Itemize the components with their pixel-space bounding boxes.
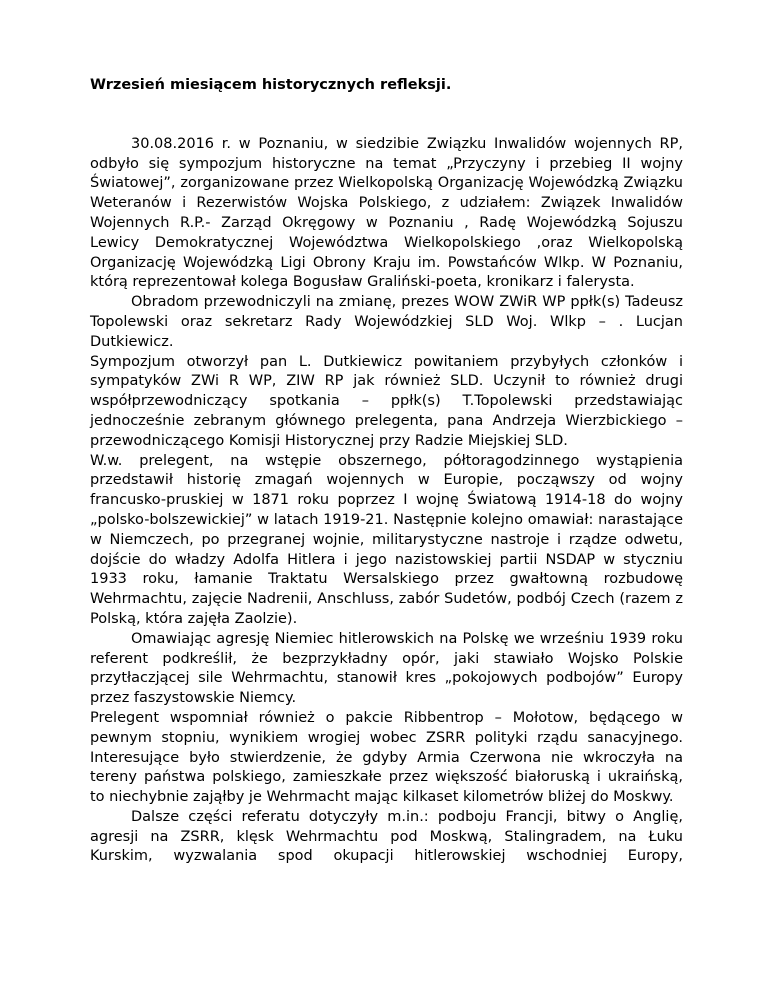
paragraph-symposium-intro: 30.08.2016 r. w Poznaniu, w siedzibie Związku Inwalidów wojennych RP, odbyło się sympozjum historyczne na temat „Przyczyny i przebieg II wojny Światowej”, zorganizowane przez Wielkopolską Organizację Wojewódzką Związku Weteranów i Rezerwistów Wojska Polskiego, z udziałem: Związek Inwalidów Wojennych R.P.- Zarząd Okręgowy w Poznaniu , Radę Wojewódzką Sojuszu Lewicy Demokratycznej Województwa Wielkopolskiego ,oraz Wielkopolską Organizację Wojewódzką Ligi Obrony Kraju im. Powstańców Wlkp. W Poznaniu, którą reprezentował kolega Bogusław Graliński-poeta, kronikarz i falerysta. xyxy=(90,135,683,291)
paragraph-further-parts: Dalsze części referatu dotyczyły m.in.: podboju Francji, bitwy o Anglię, agresji na ZSRR, klęsk Wehrmachtu pod Moskwą, Stalingradem, na Łuku Kurskim, wyzwalania spod okupacji hitlerowskiej wschodniej Europy, xyxy=(90,808,683,865)
paragraph-lecture-history: W.w. prelegent, na wstępie obszernego, półtoragodzinnego wystąpienia przedstawił historię zmagań wojennych w Europie, począwszy od wojny francusko-pruskiej w 1871 roku poprzez I wojnę Światową 1914-18 do wojny „polsko-bolszewickiej” w latach 1919-21. Następnie kolejno omawiał: narastające w Niemczech, po przegranej wojnie, militarystyczne nastroje i rządze odwetu, dojście do władzy Adolfa Hitlera i jego nazistowskiej partii NSDAP w styczniu 1933 roku, łamanie Traktatu Wersalskiego przez gwałtowną rozbudowę Wehrmachtu, zajęcie Nadrenii, Anschluss, zabór Sudetów, podbój Czech (razem z Polską, która zajęła Zaolzie). xyxy=(90,452,683,627)
document-title: Wrzesień miesiącem historycznych refleksji. xyxy=(90,77,452,93)
paragraph-opening: Sympozjum otworzył pan L. Dutkiewicz powitaniem przybyłych członków i sympatyków ZWi R WP, ZIW RP jak również SLD. Uczynił to również drugi współprzewodniczący spotkania – ppłk(s) T.Topolewski przedstawiając jednocześnie zebranym głównego prelegenta, pana Andrzeja Wierzbickiego – przewodniczącego Komisji Historycznej przy Radzie Miejskiej SLD. xyxy=(90,353,683,449)
paragraph-aggression-1939: Omawiając agresję Niemiec hitlerowskich na Polskę we wrześniu 1939 roku referent podkreślił, że bezprzykładny opór, jaki stawiało Wojsko Polskie przytłaczjącej sile Wehrmachtu, stanowił kres „pokojowych podbojów” Europy przez faszystowskie Niemcy. xyxy=(90,630,683,707)
paragraph-ribbentrop-molotov: Prelegent wspomniał również o pakcie Ribbentrop – Mołotow, będącego w pewnym stopniu, wynikiem wrogiej wobec ZSRR polityki rządu sanacyjnego. Interesujące było stwierdzenie, że gdyby Armia Czerwona nie wkroczyła na tereny państwa polskiego, zamieszkałe przez większość białoruską i ukraińską, to niechybnie zająłby je Wehrmacht mając kilkaset kilometrów bliżej do Moskwy. xyxy=(90,709,683,806)
paragraph-chairs: Obradom przewodniczyli na zmianę, prezes WOW ZWiR WP ppłk(s) Tadeusz Topolewski oraz sekretarz Rady Wojewódzkiej SLD Woj. Wlkp – . Lucjan Dutkiewicz. xyxy=(90,294,683,350)
document-page xyxy=(90,76,683,867)
